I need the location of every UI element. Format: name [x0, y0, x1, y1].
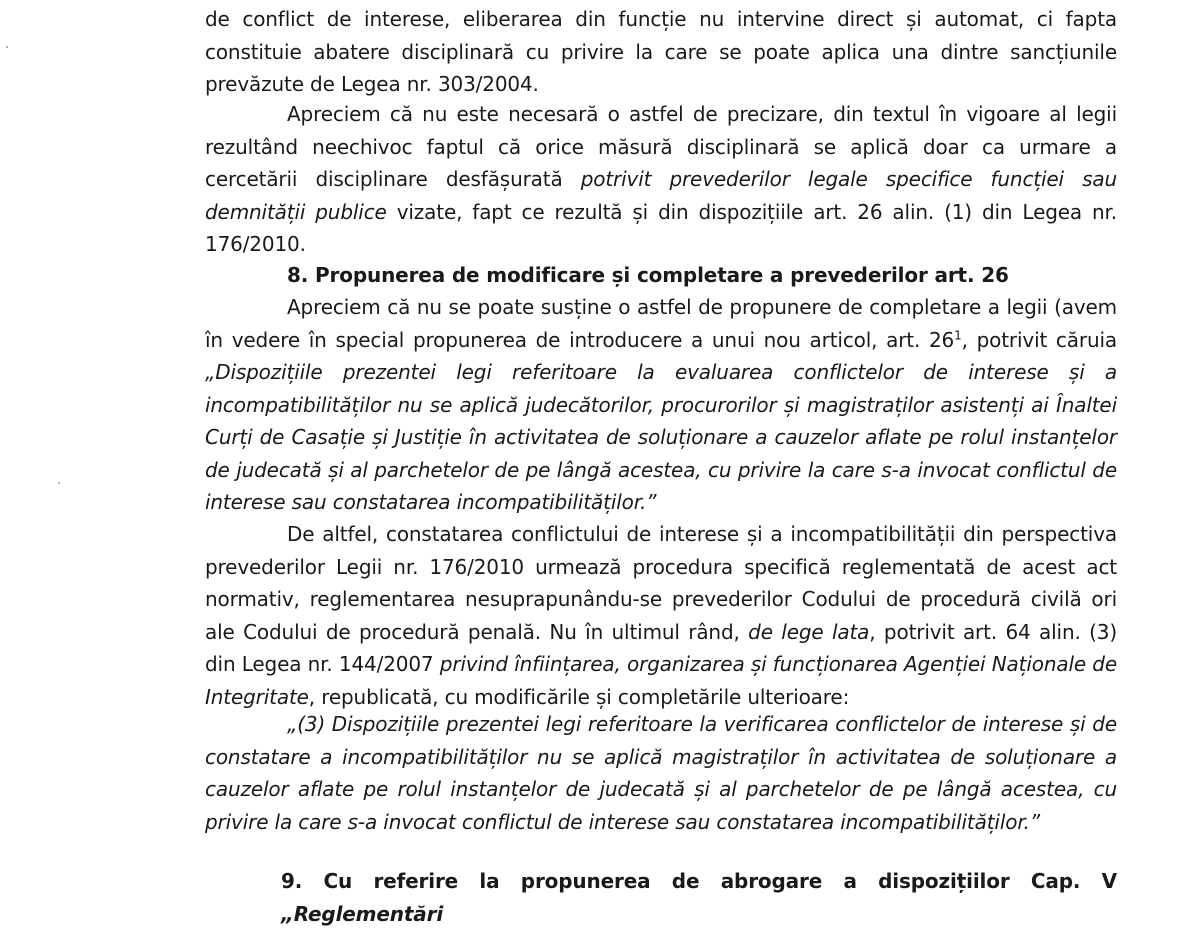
text-run: De altfel, constatarea conflictului de interese și a incompatibilității din perspectiva prevederilor Legii nr. 176/2010 urmează procedura specifică reglementată de acest act normativ, reglementarea nesuprapunându-se prevederilor Codului de procedură civilă ori ale Codului de procedură penală. Nu în ultimul rând, — [205, 522, 1117, 644]
paragraph-appreciation — [205, 98, 1117, 261]
scan-speck — [6, 46, 8, 48]
paragraph-disciplinary-sanction — [205, 3, 1117, 101]
italic-text-run: privind înființarea, organizarea și funcționarea Agenției Naționale de Integritate — [205, 652, 1117, 709]
paragraph-line: de conflict de interese, eliberarea din funcție nu intervine direct și automat, ci fapta — [205, 7, 1117, 31]
italic-text-run: potrivit prevederilor legale specifice funcției sau demnității publice — [205, 167, 1117, 224]
section-heading-9 — [281, 865, 1117, 930]
paragraph-procedure — [205, 518, 1117, 713]
paragraph-line: constituie abatere disciplinară cu privire la care se poate aplica una dintre sancțiunile — [205, 39, 1117, 64]
text-run: vizate, fapt ce rezultă și din dispozițiile art. 26 alin. (1) din Legea nr. 176/2010. — [205, 199, 1118, 256]
section-heading-8: 8. Propunerea de modificare și completare a prevederilor art. 26 — [287, 263, 1009, 287]
superscript: 1 — [954, 327, 962, 342]
paragraph-legal-quote — [205, 708, 1117, 838]
heading-text-run: 9. Cu referire la propunerea de abrogare a dispozițiilor Cap. V — [281, 869, 1117, 893]
text-run: , potrivit art. 64 alin. (3) din Legea nr. 144/2007 — [205, 619, 1118, 676]
heading-italic-run: „Reglementări — [281, 901, 444, 926]
italic-quote: „Dispozițiile prezentei legi referitoare la evaluarea conflictelor de interese și a incompatibilităților nu se aplică judecătorilor, procurorilor și magistraților asistenți ai Înaltei Curți de Casație și Justiție în activitatea de soluționare a cauzelor aflate pe rolul instanțelor de judecată și al parchetelor de pe lângă acestea, cu privire la care s-a invocat conflictul de interese sau constatarea incompatibilităților.” — [205, 360, 1117, 514]
italic-text-run: de lege lata — [748, 619, 870, 644]
paragraph-line: prevăzute de Legea nr. 303/2004. — [205, 72, 539, 96]
italic-quote: „(3) Dispozițiile prezentei legi referitoare la verificarea conflictelor de interese și de constatare a incompatibilităților nu se aplică magistraților în activitatea de soluționare a cauzelor aflate pe rolul instanțelor de judecată și al parchetelor de pe lângă acestea, cu privire la care s-a invocat conflictul de interese sau constatarea incompatibilităților.” — [205, 712, 1117, 834]
paragraph-art-26-proposal — [205, 291, 1117, 519]
text-run: , potrivit căruia — [961, 327, 1117, 352]
text-run: Apreciem că nu se poate susține o astfel de propunere de completare a legii (avem în vedere în special propunerea de introducere a unui nou articol, art. 26 — [205, 295, 1117, 352]
scan-speck — [58, 482, 60, 484]
text-run: , republicată, cu modificările și completările ulterioare: — [308, 684, 850, 709]
text-run: Apreciem că nu este necesară o astfel de precizare, din textul în vigoare al legii rezultând neechivoc faptul că orice măsură disciplinară se aplică doar ca urmare a cercetării disciplinare desfășurată — [205, 102, 1117, 191]
